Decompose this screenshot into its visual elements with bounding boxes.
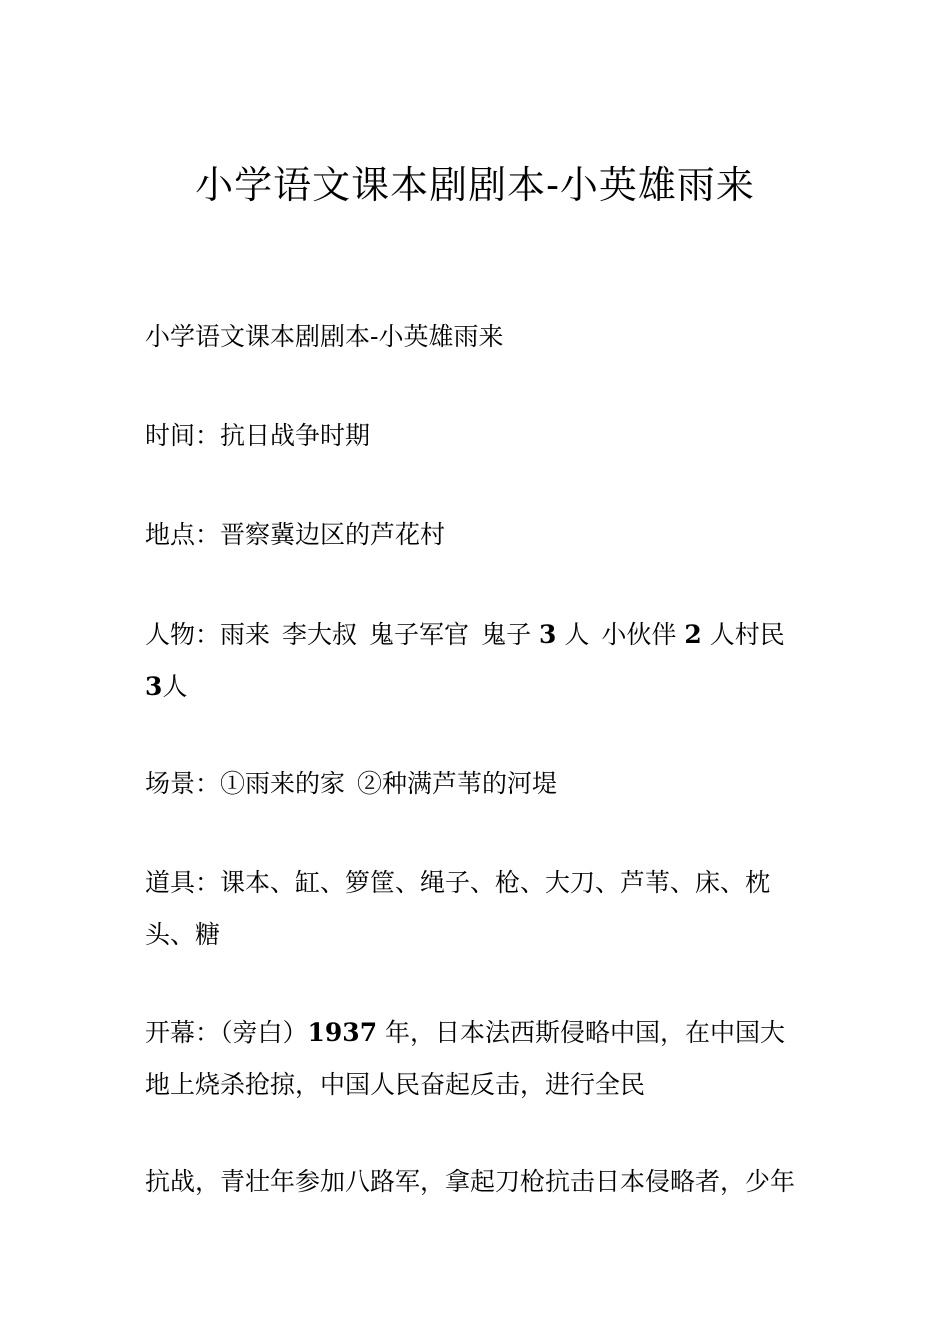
- place-line: 地点：晋察冀边区的芦花村: [145, 520, 446, 549]
- time-line: 时间：抗日战争时期: [145, 421, 371, 450]
- soldiers-count: 3: [539, 620, 557, 649]
- continuation-paragraph: 抗战，青壮年参加八路军，拿起刀枪抗击日本侵略者，少年: [145, 1167, 796, 1196]
- page-title: 小学语文课本剧剧本-小英雄雨来: [195, 163, 755, 207]
- opening-rest: 年，日本法西斯侵略中国，在中国大地上烧杀抢掠，中国人民奋起反击，进行全民: [145, 1018, 786, 1099]
- character-soldiers: 鬼子: [481, 620, 532, 649]
- friends-count: 2: [684, 620, 702, 649]
- character-yulai: 雨来: [220, 620, 271, 649]
- characters-label: 人物：: [145, 620, 221, 649]
- character-officer: 鬼子军官: [369, 620, 470, 649]
- scene-1: ①雨来的家: [220, 769, 346, 798]
- opening-paragraph: [145, 1007, 810, 1111]
- props-line: 道具：课本、缸、箩筐、绳子、枪、大刀、芦苇、床、枕头、糖: [145, 868, 771, 949]
- scenes-label: 场景：: [145, 769, 221, 798]
- characters-line: [145, 609, 810, 713]
- opening-year: 1937: [307, 1018, 378, 1047]
- villagers-count: 3: [145, 672, 163, 701]
- character-li-dashu: 李大叔: [282, 620, 358, 649]
- villagers-unit: 人: [162, 672, 188, 701]
- scenes-line: [145, 758, 810, 810]
- friends-unit-villagers: 人村民: [709, 620, 785, 649]
- opening-prefix: 开幕：（旁白）: [145, 1018, 308, 1047]
- character-friends: 小伙伴: [601, 620, 677, 649]
- soldiers-unit: 人: [564, 620, 590, 649]
- scene-2: ②种满芦苇的河堤: [357, 769, 558, 798]
- subtitle-line: 小学语文课本剧剧本-小英雄雨来: [145, 322, 504, 351]
